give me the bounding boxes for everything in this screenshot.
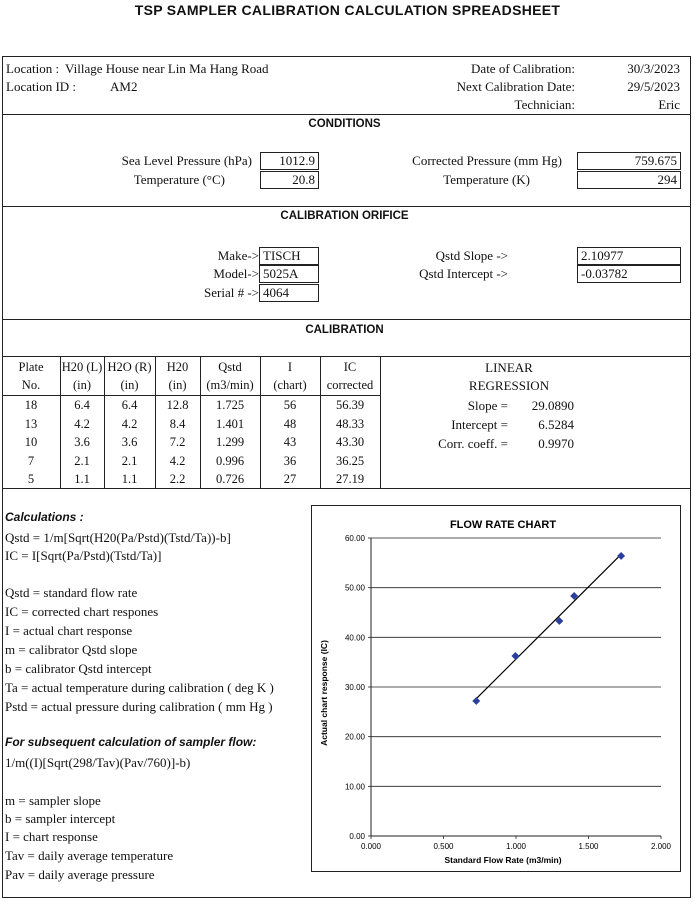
qstd-intercept-value: -0.03782	[577, 265, 681, 283]
divider	[2, 488, 691, 489]
table-cell: 36	[283, 453, 297, 468]
regression-corr-value: 0.9970	[538, 436, 574, 451]
table-cell: 4.2	[121, 416, 138, 431]
sea-level-pressure-label: Sea Level Pressure (hPa)	[121, 153, 252, 168]
location-value: Village House near Lin Ma Hang Road	[65, 61, 269, 76]
qstd-slope-value: 2.10977	[577, 247, 681, 265]
divider	[2, 206, 691, 207]
y-tick-label: 40.00	[344, 633, 365, 643]
date-of-calibration-value: 30/3/2023	[627, 61, 680, 76]
formula-ic: IC = I[Sqrt(Pa/Pstd)(Tstd/Ta)]	[5, 548, 162, 563]
make-label: Make->	[217, 248, 259, 263]
table-cell: 2.1	[121, 453, 138, 468]
x-tick-label: 0.500	[433, 842, 454, 851]
x-tick-label: 1.500	[578, 842, 599, 851]
make-value: TISCH	[259, 247, 319, 265]
calibration-heading: CALIBRATION	[305, 324, 384, 336]
table-cell: 43.30	[335, 435, 365, 450]
table-cell: 0.726	[215, 472, 245, 487]
flow-rate-chart	[311, 505, 681, 872]
table-cell: 1.299	[215, 435, 245, 450]
divider	[2, 114, 691, 115]
sampler-definition: Pav = daily average pressure	[5, 867, 155, 882]
table-header: Qstd	[218, 360, 242, 374]
calculations-heading: Calculations :	[5, 510, 84, 524]
table-cell: 43	[283, 435, 297, 450]
table-cell: 2.2	[169, 472, 186, 487]
table-cell: 36.25	[335, 453, 365, 468]
next-calibration-label: Next Calibration Date:	[456, 79, 575, 94]
definition-item: IC = corrected chart respones	[5, 604, 159, 619]
table-header: Plate	[18, 360, 44, 374]
table-cell: 1.401	[215, 416, 245, 431]
divider	[2, 319, 691, 320]
table-cell: 12.8	[166, 398, 189, 412]
temperature-k-value: 294	[577, 171, 681, 189]
definition-item: m = calibrator Qstd slope	[5, 642, 138, 657]
table-cell: 13	[24, 416, 38, 431]
y-tick-label: 50.00	[344, 583, 365, 593]
orifice-heading: CALIBRATION ORIFICE	[280, 210, 409, 222]
table-header-divider	[2, 395, 381, 396]
table-cell: 3.6	[121, 435, 138, 450]
definition-item: b = calibrator Qstd intercept	[5, 661, 152, 676]
model-label: Model->	[213, 266, 259, 281]
y-axis-label: Actual chart response (IC)	[319, 640, 329, 746]
next-calibration-value: 29/5/2023	[627, 79, 680, 94]
y-tick-label: 30.00	[344, 683, 365, 692]
y-tick-label: 10.00	[344, 782, 365, 792]
technician-label: Technician:	[514, 97, 575, 112]
technician-value: Eric	[658, 97, 680, 112]
table-cell: 0.996	[215, 453, 245, 468]
table-cell: 18	[24, 398, 38, 412]
table-cell: 6.4	[74, 398, 90, 412]
table-cell: 5	[27, 472, 35, 487]
table-cell: 6.4	[121, 398, 138, 412]
regression-slope-label: Slope =	[467, 398, 508, 413]
temperature-c-label: Temperature (°C)	[133, 172, 225, 187]
y-tick-label: 60.00	[344, 534, 365, 543]
corrected-pressure-label: Corrected Pressure (mm Hg)	[412, 153, 562, 168]
serial-value: 4064	[259, 284, 319, 302]
table-header-unit: corrected	[326, 378, 374, 392]
table-cell: 56.39	[335, 398, 365, 412]
chart-border	[312, 506, 681, 872]
table-col-divider	[380, 357, 381, 488]
table-cell: 10	[24, 435, 38, 450]
table-cell: 4.2	[74, 416, 90, 431]
chart-title: FLOW RATE CHART	[449, 519, 557, 531]
definition-item: Ta = actual temperature during calibration ( deg K )	[5, 680, 274, 695]
table-header: H20	[166, 360, 189, 374]
table-header-unit: (in)	[120, 378, 139, 392]
regression-heading-2: REGRESSION	[468, 378, 550, 393]
conditions-heading: CONDITIONS	[308, 118, 381, 130]
definition-item: Qstd = standard flow rate	[5, 585, 138, 600]
table-cell: 1.725	[215, 398, 245, 412]
table-cell: 1.1	[74, 472, 90, 487]
divider	[2, 356, 691, 357]
regression-slope-value: 29.0890	[531, 398, 574, 413]
sea-level-pressure-value: 1012.9	[260, 152, 319, 170]
table-header-unit: (in)	[168, 378, 187, 392]
serial-label: Serial # ->	[204, 285, 259, 300]
table-cell: 4.2	[169, 453, 186, 468]
sampler-definition: I = chart response	[5, 829, 98, 844]
table-cell: 48	[283, 416, 297, 431]
y-tick-label: 0.00	[349, 832, 365, 841]
table-cell: 56	[283, 398, 297, 412]
date-of-calibration-label: Date of Calibration:	[471, 61, 575, 76]
qstd-slope-label: Qstd Slope ->	[435, 248, 508, 263]
table-header-unit: No.	[21, 378, 41, 392]
table-cell: 27.19	[335, 472, 365, 487]
x-tick-label: 2.000	[650, 842, 672, 851]
subsequent-formula: 1/m((I)[Sqrt(298/Tav)(Pav/760)]-b)	[5, 755, 191, 770]
table-header: I	[287, 360, 293, 374]
x-axis-label: Standard Flow Rate (m3/min)	[444, 855, 562, 865]
table-cell: 27	[283, 472, 297, 487]
qstd-intercept-label: Qstd Intercept ->	[419, 266, 508, 281]
table-header-unit: (m3/min)	[206, 378, 254, 392]
definition-item: Pstd = actual pressure during calibration ( mm Hg )	[5, 699, 273, 714]
definition-item: I = actual chart response	[5, 623, 133, 638]
y-tick-label: 20.00	[344, 732, 365, 742]
regression-intercept-value: 6.5284	[538, 417, 574, 432]
table-header: IC	[343, 360, 357, 374]
temperature-c-value: 20.8	[260, 171, 319, 189]
table-cell: 7	[27, 453, 35, 468]
formula-qstd: Qstd = 1/m[Sqrt(H20(Pa/Pstd)(Tstd/Ta))-b]	[5, 530, 231, 545]
location-id-label: Location ID :	[6, 79, 77, 94]
location-id-value: AM2	[110, 79, 138, 94]
corrected-pressure-value: 759.675	[577, 152, 681, 170]
page-title: TSP SAMPLER CALIBRATION CALCULATION SPREADSHEET	[134, 2, 561, 18]
x-tick-label: 1.000	[505, 842, 527, 851]
temperature-k-label: Temperature (K)	[443, 172, 530, 187]
table-cell: 7.2	[169, 435, 186, 450]
subsequent-heading: For subsequent calculation of sampler flow:	[5, 735, 257, 749]
table-header-unit: (in)	[72, 378, 92, 392]
table-header-unit: (chart)	[273, 378, 307, 392]
x-tick-label: 0.000	[360, 842, 382, 851]
table-header: H20 (L)	[61, 360, 103, 374]
table-cell: 8.4	[169, 416, 186, 431]
location-label: Location :	[6, 61, 60, 76]
model-value: 5025A	[259, 265, 319, 283]
regression-intercept-label: Intercept =	[451, 417, 508, 432]
table-cell: 3.6	[74, 435, 90, 450]
regression-heading-1: LINEAR	[485, 360, 533, 375]
sampler-definition: m = sampler slope	[5, 793, 101, 808]
table-cell: 2.1	[74, 453, 90, 468]
table-cell: 1.1	[121, 472, 138, 487]
sampler-definition: Tav = daily average temperature	[5, 848, 174, 863]
regression-corr-label: Corr. coeff. =	[438, 436, 508, 451]
sampler-definition: b = sampler intercept	[5, 811, 116, 826]
table-cell: 48.33	[335, 416, 365, 431]
table-header: H2O (R)	[107, 360, 152, 374]
